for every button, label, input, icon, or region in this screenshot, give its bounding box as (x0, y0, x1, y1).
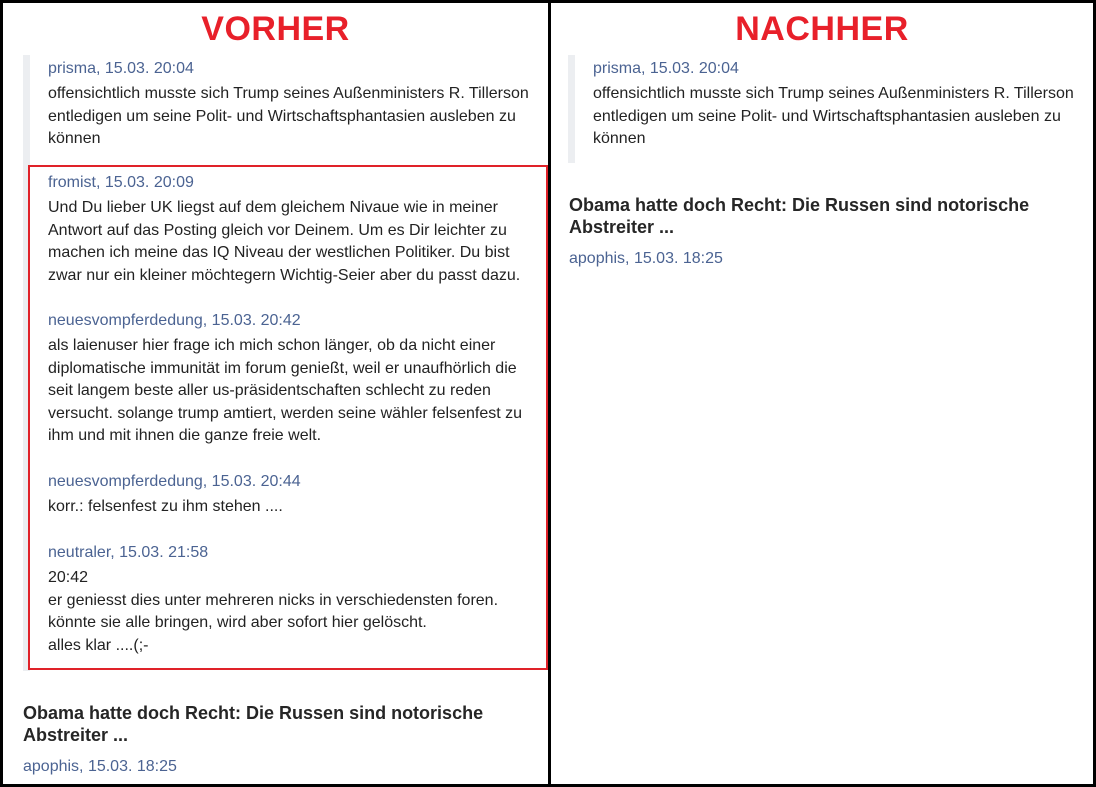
comment-meta (593, 58, 1093, 80)
comment-time-link[interactable]: 15.03. 21:58 (119, 544, 209, 561)
post-meta (23, 756, 523, 778)
comment-item (593, 58, 1093, 151)
comment-meta (48, 58, 548, 80)
post-author-link[interactable]: apophis (569, 250, 626, 267)
after-panel (551, 3, 1093, 784)
forum-post (23, 702, 523, 778)
meta-separator: , (625, 250, 634, 267)
comment-author-link[interactable]: fromist (48, 174, 96, 191)
comment-time-link[interactable]: 15.03. 20:42 (211, 312, 301, 329)
comment-author-link[interactable]: prisma (593, 60, 642, 77)
post-author-link[interactable]: apophis (23, 758, 80, 775)
comment-author-link[interactable]: neuesvompferdedung (48, 312, 203, 329)
comment-text: korr.: felsenfest zu ihm stehen .... (48, 498, 283, 515)
comment-time-link[interactable]: 15.03. 20:09 (104, 174, 194, 191)
comment-text: Und Du lieber UK liegst auf dem gleichem Nivaue wie in meiner Antwort auf das Posting gleich vor Deinem. Um es Dir leichter zu machen ich meine das IQ Niveau der westlichen Politiker. Du bist zwar nur ein kleiner möchtegern Wichtig-Seier aber du passt dazu. (48, 199, 521, 284)
meta-separator: , (79, 758, 88, 775)
before-panel (3, 3, 548, 784)
comment-text: offensichtlich musste sich Trump seines Außenministers R. Tillerson entledigen um seine Polit- und Wirtschaftsphantasien ausleben zu können (48, 85, 529, 147)
comment-item (48, 58, 548, 151)
comment-thread (568, 55, 1090, 163)
post-meta (569, 248, 1069, 270)
forum-post (569, 194, 1069, 270)
comment-text: 20:42 er geniesst dies unter mehreren nicks in verschiedensten foren. könnte sie alle bringen, wird aber sofort hier gelöscht. alles klar ....(;- (48, 569, 499, 654)
removed-comments-highlight (28, 165, 548, 670)
post-title-link[interactable]: Obama hatte doch Recht: Die Russen sind notorische Abstreiter ... (569, 195, 1030, 237)
post-time-link[interactable]: 15.03. 18:25 (87, 758, 177, 775)
comment-author-link[interactable]: neuesvompferdedung (48, 473, 203, 490)
comment-time-link[interactable]: 15.03. 20:44 (211, 473, 301, 490)
meta-separator: , (641, 60, 650, 77)
post-time-link[interactable]: 15.03. 18:25 (633, 250, 723, 267)
comment-author-link[interactable]: neutraler (48, 544, 111, 561)
comment-text: als laienuser hier frage ich mich schon länger, ob da nicht einer diplomatische immunität im forum genießt, weil er unaufhörlich die seit langem beste aller us-präsidentschaften schlecht zu reden versucht. solange trump amtiert, werden seine wähler felsenfest zu ihm und mit ihnen die ganze freie welt. (48, 337, 523, 444)
comment-text: offensichtlich musste sich Trump seines Außenministers R. Tillerson entledigen um seine Polit- und Wirtschaftsphantasien ausleben zu können (593, 85, 1074, 147)
after-label: NACHHER (735, 10, 909, 48)
comment-time-link[interactable]: 15.03. 20:04 (104, 60, 194, 77)
meta-separator: , (96, 174, 105, 191)
before-label: VORHER (201, 10, 350, 48)
meta-separator: , (202, 473, 212, 490)
meta-separator: , (96, 60, 105, 77)
meta-separator: , (202, 312, 212, 329)
comment-time-link[interactable]: 15.03. 20:04 (649, 60, 739, 77)
meta-separator: , (110, 544, 120, 561)
post-title-link[interactable]: Obama hatte doch Recht: Die Russen sind notorische Abstreiter ... (23, 703, 484, 745)
comment-author-link[interactable]: prisma (48, 60, 97, 77)
